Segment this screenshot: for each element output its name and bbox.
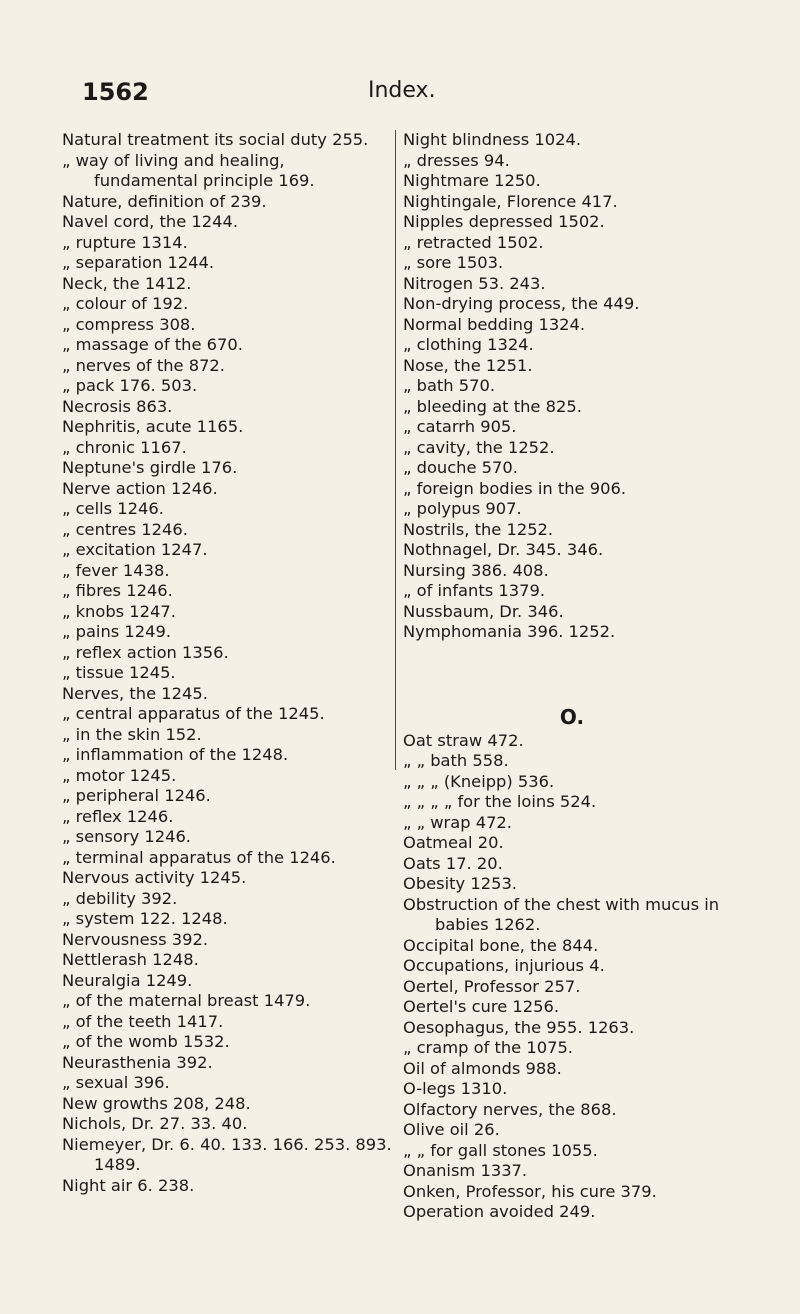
section-gap <box>403 643 741 677</box>
index-entry: Oertel's cure 1256. <box>403 997 559 1016</box>
index-entry: „ separation 1244. <box>62 253 215 272</box>
section-o-entries <box>403 731 741 1223</box>
index-entry: „ bleeding at the 825. <box>403 396 582 416</box>
index-entry: Nipples depressed 1502. <box>403 212 605 231</box>
index-entry: „ cramp of the 1075. <box>403 1038 573 1057</box>
index-entry: Nightingale, Florence 417. <box>403 191 618 211</box>
index-entry: „ of infants 1379. <box>403 581 545 600</box>
index-entry: New growths 208, 248. <box>62 1093 251 1113</box>
index-entry: „ centres 1246. <box>62 519 188 539</box>
index-entry: Nussbaum, Dr. 346. <box>403 601 564 621</box>
index-entry: Obesity 1253. <box>403 874 517 893</box>
index-entry: Oats 17. 20. <box>403 853 503 873</box>
index-entry: „ sensory 1246. <box>62 827 191 846</box>
page-number: 1562 <box>82 78 149 106</box>
index-entry: „ inflammation of the 1248. <box>62 745 289 764</box>
index-entry: „ cells 1246. <box>62 499 164 518</box>
index-entry: Neurasthenia 392. <box>62 1052 213 1072</box>
index-entry: „ reflex action 1356. <box>62 642 229 662</box>
index-entry: Nightmare 1250. <box>403 171 541 190</box>
right-column <box>403 130 741 1223</box>
index-entry: „ „ „ „ for the loins 524. <box>403 792 597 811</box>
index-entry: Nostrils, the 1252. <box>403 519 554 539</box>
index-entry: Oesophagus, the 955. 1263. <box>403 1017 635 1037</box>
index-entry: Natural treatment its social duty 255. <box>62 130 369 149</box>
index-entry: „ of the womb 1532. <box>62 1032 230 1051</box>
index-entry: „ excitation 1247. <box>62 540 208 559</box>
index-entry: Nerve action 1246. <box>62 478 218 498</box>
index-entry: Neptune's girdle 176. <box>62 458 238 477</box>
index-entry: Oat straw 472. <box>403 730 524 750</box>
index-entry: Nerves, the 1245. <box>62 683 208 703</box>
index-entry: „ of the teeth 1417. <box>62 1011 224 1031</box>
section-n-continued <box>403 130 741 643</box>
index-entry: Neuralgia 1249. <box>62 970 193 990</box>
index-entry: „ way of living and healing, fundamental principle 169. <box>62 150 315 190</box>
index-entry: „ pack 176. 503. <box>62 376 198 395</box>
index-entry: Occipital bone, the 844. <box>403 935 599 955</box>
index-entry: „ system 122. 1248. <box>62 909 228 928</box>
index-entry: „ in the skin 152. <box>62 724 202 744</box>
index-entry: Onken, Professor, his cure 379. <box>403 1181 657 1201</box>
index-entry: Niemeyer, Dr. 6. 40. 133. 166. 253. 893. 1489. <box>62 1134 392 1174</box>
index-entry: Navel cord, the 1244. <box>62 212 239 231</box>
index-entry: „ debility 392. <box>62 888 178 908</box>
index-entry: „ douche 570. <box>403 458 518 477</box>
index-entry: „ of the maternal breast 1479. <box>62 991 311 1010</box>
index-entry: Olive oil 26. <box>403 1120 500 1139</box>
index-entry: „ „ for gall stones 1055. <box>403 1140 598 1160</box>
index-entry: „ clothing 1324. <box>403 335 534 354</box>
index-entry: „ reflex 1246. <box>62 806 174 826</box>
index-entry: „ foreign bodies in the 906. <box>403 478 627 498</box>
index-entry: „ peripheral 1246. <box>62 786 211 805</box>
index-entry: Nursing 386. 408. <box>403 560 549 580</box>
index-entry: „ retracted 1502. <box>403 232 544 252</box>
index-entry: Night air 6. 238. <box>62 1175 195 1195</box>
index-entry: Obstruction of the chest with mucus in babies 1262. <box>403 894 720 934</box>
index-entry: „ rupture 1314. <box>62 232 188 252</box>
section-o-heading: O. <box>559 704 585 729</box>
index-entry: Night blindness 1024. <box>403 130 582 149</box>
index-entry: Nervousness 392. <box>62 929 209 949</box>
index-entry: „ sore 1503. <box>403 253 504 272</box>
index-entry: Oil of almonds 988. <box>403 1058 562 1078</box>
index-entry: „ fever 1438. <box>62 560 170 580</box>
index-entry: „ catarrh 905. <box>403 417 517 436</box>
index-entry: „ dresses 94. <box>403 150 510 170</box>
index-entry: „ central apparatus of the 1245. <box>62 704 325 723</box>
index-entry: „ nerves of the 872. <box>62 355 225 375</box>
page-title: Index. <box>368 78 436 103</box>
index-entry: „ chronic 1167. <box>62 437 187 457</box>
index-entry: „ compress 308. <box>62 314 196 334</box>
left-column <box>62 130 392 1196</box>
index-entry: „ motor 1245. <box>62 765 177 785</box>
index-entry: Olfactory nerves, the 868. <box>403 1099 617 1119</box>
index-entry: „ cavity, the 1252. <box>403 437 555 457</box>
index-entry: „ knobs 1247. <box>62 601 176 621</box>
index-entry: „ terminal apparatus of the 1246. <box>62 847 336 867</box>
index-entry: Operation avoided 249. <box>403 1202 596 1221</box>
index-entry: „ massage of the 670. <box>62 335 243 354</box>
index-entry: Oatmeal 20. <box>403 833 504 852</box>
index-entry: Nervous activity 1245. <box>62 868 247 887</box>
index-entry: Neck, the 1412. <box>62 273 192 293</box>
index-entry: Onanism 1337. <box>403 1161 528 1180</box>
index-entry: Necrosis 863. <box>62 396 173 416</box>
index-entry: „ pains 1249. <box>62 622 172 641</box>
index-entry: „ fibres 1246. <box>62 581 173 600</box>
index-entry: Oertel, Professor 257. <box>403 976 581 996</box>
index-entry: „ bath 570. <box>403 376 496 395</box>
column-divider <box>395 130 396 770</box>
index-entry: Nose, the 1251. <box>403 355 533 375</box>
index-entry: Nature, definition of 239. <box>62 191 267 211</box>
index-entry: Nymphomania 396. 1252. <box>403 622 616 641</box>
index-entry: „ sexual 396. <box>62 1073 170 1092</box>
index-entry: Nephritis, acute 1165. <box>62 417 244 436</box>
index-entry: „ „ wrap 472. <box>403 812 512 832</box>
index-entry: „ colour of 192. <box>62 294 189 313</box>
index-entry: „ tissue 1245. <box>62 663 176 682</box>
index-entry: Normal bedding 1324. <box>403 314 586 334</box>
index-entry: Nothnagel, Dr. 345. 346. <box>403 540 604 559</box>
index-entry: „ „ bath 558. <box>403 751 509 770</box>
index-entry: „ polypus 907. <box>403 499 522 518</box>
index-entry: Nettlerash 1248. <box>62 950 199 969</box>
index-entry: Nitrogen 53. 243. <box>403 273 546 293</box>
index-entry: Nichols, Dr. 27. 33. 40. <box>62 1114 248 1133</box>
index-entry: O-legs 1310. <box>403 1079 508 1098</box>
index-entry: Non-drying process, the 449. <box>403 294 640 313</box>
index-entry: Occupations, injurious 4. <box>403 956 605 975</box>
index-entry: „ „ „ (Kneipp) 536. <box>403 771 555 791</box>
